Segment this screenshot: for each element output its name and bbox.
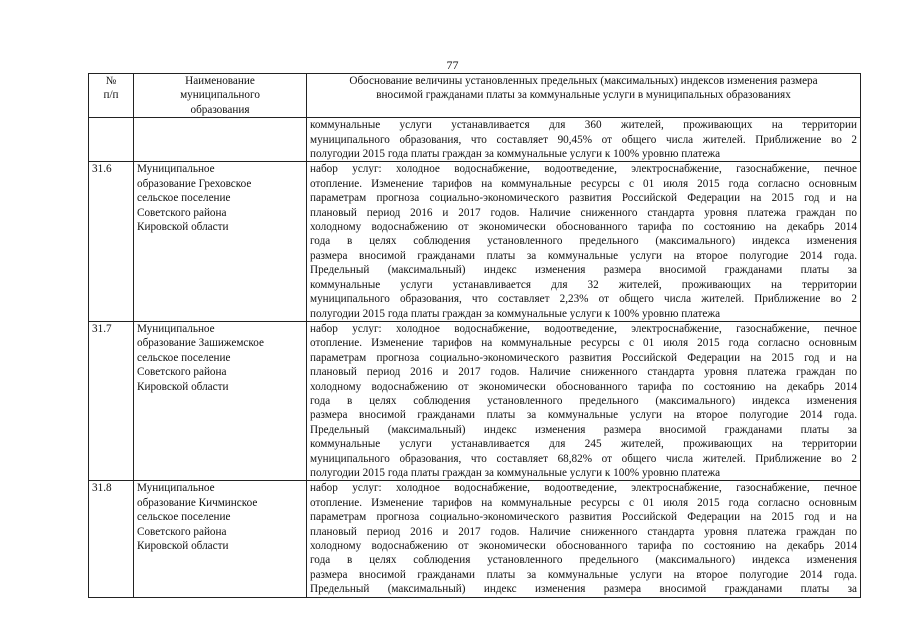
municipality-name-line: Кировской области: [137, 540, 229, 552]
justification-line: размера вносимой гражданами платы за коммунальные услуги на второе полугодие 2014 года.: [310, 568, 857, 581]
justification-text: [307, 481, 861, 597]
justification-line: отопление. Изменение тарифов на коммунальные ресурсы с 01 июля 2015 года согласно основным: [310, 177, 857, 190]
justification-line: отопление. Изменение тарифов на коммунальные ресурсы с 01 июля 2015 года согласно основным: [310, 496, 857, 509]
justification-line: параметрам прогноза социально-экономического развития Российской Федерации на 2015 год и на: [310, 192, 857, 205]
header-row: [89, 74, 861, 118]
header-justification: [307, 74, 861, 118]
municipality-name: [134, 481, 307, 597]
justification-line: коммунальные услуги устанавливается для 245 жителей, проживающих на территории: [310, 438, 857, 451]
municipality-name-line: сельское поселение: [137, 511, 231, 524]
justification-text: [307, 162, 861, 321]
justification-line: размера вносимой гражданами платы за коммунальные услуги на второе полугодие 2014 года.: [310, 409, 857, 422]
table-row: [89, 118, 861, 162]
justification-line: Предельный (максимальный) индекс изменения размера вносимой гражданами платы за: [310, 264, 857, 277]
justification-line: года в целях соблюдения установленного предельного (максимального) индекса изменения: [310, 394, 857, 407]
table-row: [89, 481, 861, 597]
header-justification-line: Обоснование величины установленных предельных (максимальных) индексов изменения размера: [349, 75, 818, 87]
justification-line: параметрам прогноза социально-экономического развития Российской Федерации на 2015 год и на: [310, 351, 857, 364]
justification-line: полугодии 2015 года платы граждан за коммунальные услуги к 100% уровню платежа: [310, 307, 721, 320]
header-name-line: муниципального: [180, 89, 260, 102]
row-number: 31.6: [89, 162, 134, 321]
justification-line: полугодии 2015 года платы граждан за коммунальные услуги к 100% уровню платежа: [310, 466, 721, 479]
municipality-name-line: Советского района: [137, 206, 227, 219]
justification-text: [307, 321, 861, 480]
justification-line: Предельный (максимальный) индекс изменения размера вносимой гражданами платы за: [310, 583, 857, 596]
justification-line: набор услуг: холодное водоснабжение, водоотведение, электроснабжение, газоснабжение, печное: [310, 322, 857, 335]
municipality-name-line: Кировской области: [137, 380, 229, 393]
municipality-name-line: сельское поселение: [137, 192, 231, 205]
municipality-name-line: Муниципальное: [137, 322, 215, 335]
municipality-name-line: Муниципальное: [137, 482, 215, 495]
justification-line: коммунальные услуги устанавливается для 360 жителей, проживающих на территории: [310, 119, 857, 132]
justification-text: [307, 118, 861, 162]
justification-line: муниципального образования, что составляет 90,45% от общего числа жителей. Приближение во 2: [310, 133, 857, 146]
justification-line: плановый период 2016 и 2017 годов. Наличие сниженного стандарта уровня платежа граждан по: [310, 366, 857, 379]
justification-line: плановый период 2016 и 2017 годов. Наличие сниженного стандарта уровня платежа граждан по: [310, 525, 857, 538]
row-number: 31.8: [89, 481, 134, 597]
municipality-name-line: Кировской области: [137, 221, 229, 234]
header-num-line: п/п: [103, 89, 119, 102]
municipality-name-line: образование Зашижемское: [137, 337, 264, 350]
municipality-name-line: Муниципальное: [137, 163, 215, 176]
municipality-name-line: образование Кичминское: [137, 496, 258, 509]
header-num: [89, 74, 134, 118]
justification-line: года в целях соблюдения установленного предельного (максимального) индекса изменения: [310, 235, 857, 248]
municipality-name-line: образование Греховское: [137, 177, 252, 190]
header-justification-line: вносимой гражданами платы за коммунальные услуги в муниципальных образованиях: [376, 89, 791, 102]
justification-line: полугодии 2015 года платы граждан за коммунальные услуги к 100% уровню платежа: [310, 148, 721, 161]
header-num-line: №: [105, 75, 117, 87]
municipality-name: [134, 321, 307, 480]
row-number: [89, 118, 134, 162]
justification-line: размера вносимой гражданами платы за коммунальные услуги на второе полугодие 2014 года.: [310, 249, 857, 262]
tariff-index-table: [88, 73, 861, 598]
header-name-line: образования: [190, 103, 250, 116]
justification-line: набор услуг: холодное водоснабжение, водоотведение, электроснабжение, газоснабжение, печное: [310, 163, 857, 176]
municipality-name-line: Советского района: [137, 525, 227, 538]
justification-line: холодному водоснабжению от экономически обоснованного тарифа по состоянию на декабрь 2014: [310, 540, 857, 552]
justification-line: муниципального образования, что составляет 68,82% от общего числа жителей. Приближение во 2: [310, 452, 857, 465]
justification-line: холодному водоснабжению от экономически обоснованного тарифа по состоянию на декабрь 2014: [310, 221, 857, 234]
justification-line: отопление. Изменение тарифов на коммунальные ресурсы с 01 июля 2015 года согласно основным: [310, 337, 857, 350]
row-number: 31.7: [89, 321, 134, 480]
page-number: 77: [446, 58, 459, 72]
justification-line: коммунальные услуги устанавливается для 32 жителей, проживающих на территории: [310, 278, 857, 291]
header-name-line: Наименование: [185, 75, 255, 87]
table-row: [89, 162, 861, 321]
justification-line: муниципального образования, что составляет 2,23% от общего числа жителей. Приближение во 2: [310, 293, 857, 306]
municipality-name-line: сельское поселение: [137, 351, 231, 364]
table-header: [89, 74, 861, 118]
municipality-name: [134, 162, 307, 321]
header-name: [134, 74, 307, 118]
justification-line: года в целях соблюдения установленного предельного (максимального) индекса изменения: [310, 554, 857, 567]
justification-line: Предельный (максимальный) индекс изменения размера вносимой гражданами платы за: [310, 423, 857, 436]
justification-line: параметрам прогноза социально-экономического развития Российской Федерации на 2015 год и на: [310, 511, 857, 524]
municipality-name-line: Советского района: [137, 366, 227, 379]
municipality-name: [134, 118, 307, 162]
justification-line: плановый период 2016 и 2017 годов. Наличие сниженного стандарта уровня платежа граждан по: [310, 206, 857, 219]
table-row: [89, 321, 861, 480]
justification-line: холодному водоснабжению от экономически обоснованного тарифа по состоянию на декабрь 2014: [310, 380, 857, 393]
justification-line: набор услуг: холодное водоснабжение, водоотведение, электроснабжение, газоснабжение, печное: [310, 482, 857, 495]
table-body: [89, 118, 861, 597]
